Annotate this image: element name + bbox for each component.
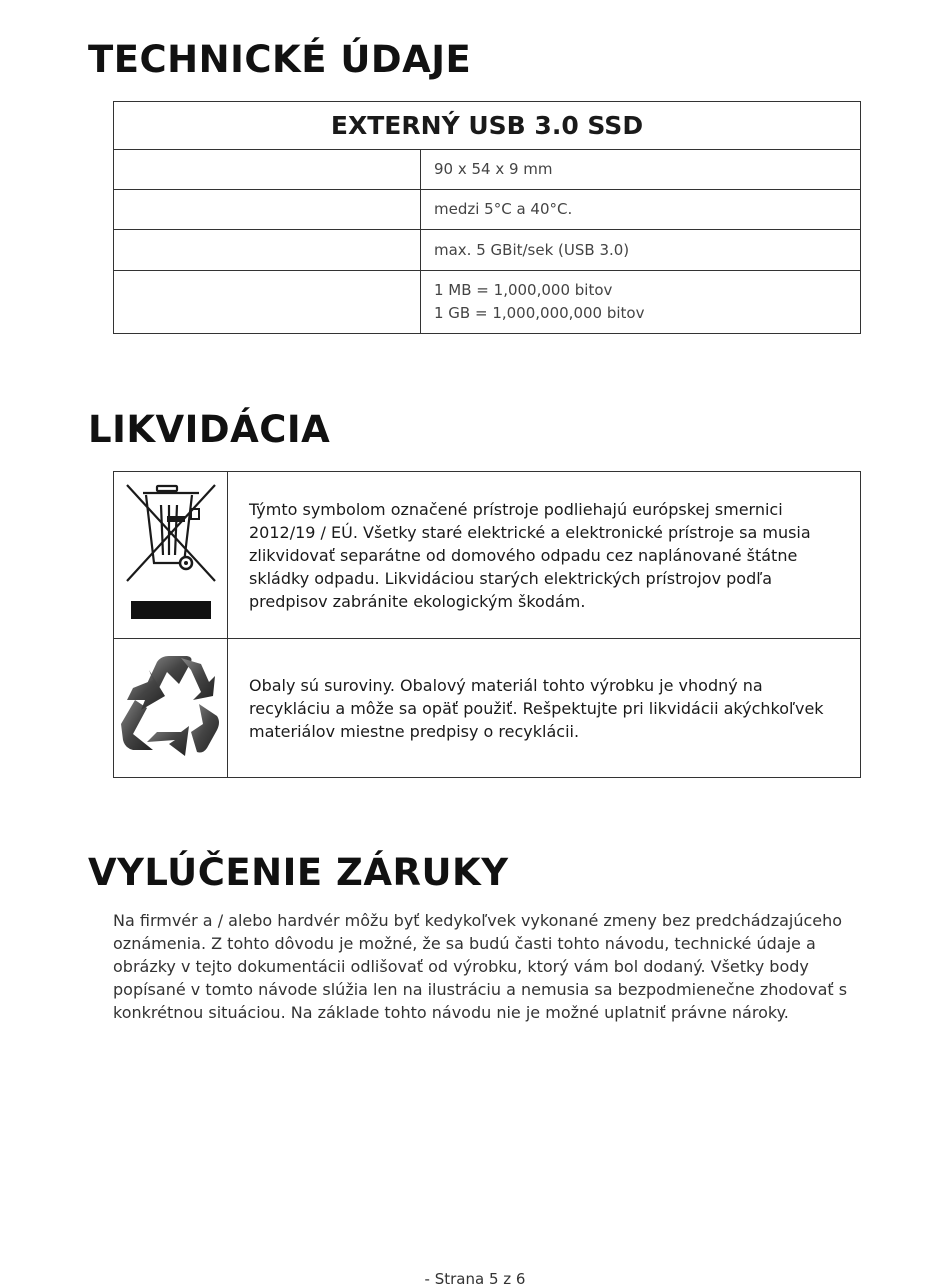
table-row [114, 472, 861, 639]
spec-label [114, 230, 421, 271]
spec-label [114, 150, 421, 190]
spec-value-dimensions: 90 x 54 x 9 mm [421, 150, 861, 190]
page-number: - Strana 5 z 6 [424, 1270, 526, 1288]
spec-value-speed: max. 5 GBit/sek (USB 3.0) [421, 230, 861, 271]
tech-specs-table [113, 101, 861, 334]
spec-value-temperature: medzi 5°C a 40°C. [421, 190, 861, 230]
table-row [114, 271, 861, 334]
table-row [114, 230, 861, 271]
weee-text: Týmto symbolom označené prístroje podliehajú európskej smernici 2012/19 / EÚ. Všetky staré elektrické a elektronické prístroje sa musia zlikvidovať separátne od domového odpadu cez naplánované štátne skládky odpadu. Likvidáciou starých elektrických prístrojov podľa predpisov zabránite ekologickým škodám. [228, 472, 861, 639]
warranty-text: Na firmvér a / alebo hardvér môžu byť kedykoľvek vykonané zmeny bez predchádzajúceho oznámenia. Z tohto dôvodu je možné, že sa budú časti tohto návodu, technické údaje a obrázky v tejto dokumentácii odlišovať od výrobku, ktorý vám bol dodaný. Všetky body popísané v tomto návode slúžia len na ilustráciu a nemusia sa bezpodmienečne zhodovať s konkrétnou situáciou. Na základe tohto návodu nie je možné uplatniť právne nároky. [113, 911, 848, 1022]
capacity-line-mb: 1 MB = 1,000,000 bitov [434, 281, 613, 299]
spec-label [114, 271, 421, 334]
table-row [114, 190, 861, 230]
crossed-out-wheelie-bin-icon [121, 481, 221, 626]
table-row [114, 639, 861, 778]
recycle-icon [119, 654, 223, 758]
weee-icon-cell [114, 472, 228, 639]
spec-value-capacity [421, 271, 861, 334]
disposal-heading: LIKVIDÁCIA [88, 408, 331, 451]
recycle-text: Obaly sú suroviny. Obalový materiál tohto výrobku je vhodný na recykláciu a môže sa opäť použiť. Rešpektujte pri likvidácii akýchkoľvek materiálov miestne predpisy o recyklácii. [228, 639, 861, 778]
table-title-row [114, 102, 861, 150]
recycle-icon-cell [114, 639, 228, 778]
capacity-line-gb: 1 GB = 1,000,000,000 bitov [434, 304, 645, 322]
table-title: EXTERNÝ USB 3.0 SSD [114, 102, 861, 150]
table-row [114, 150, 861, 190]
tech-specs-heading: TECHNICKÉ ÚDAJE [88, 38, 472, 81]
spec-label [114, 190, 421, 230]
warranty-heading: VYLÚČENIE ZÁRUKY [88, 851, 509, 894]
disposal-table [113, 471, 861, 778]
